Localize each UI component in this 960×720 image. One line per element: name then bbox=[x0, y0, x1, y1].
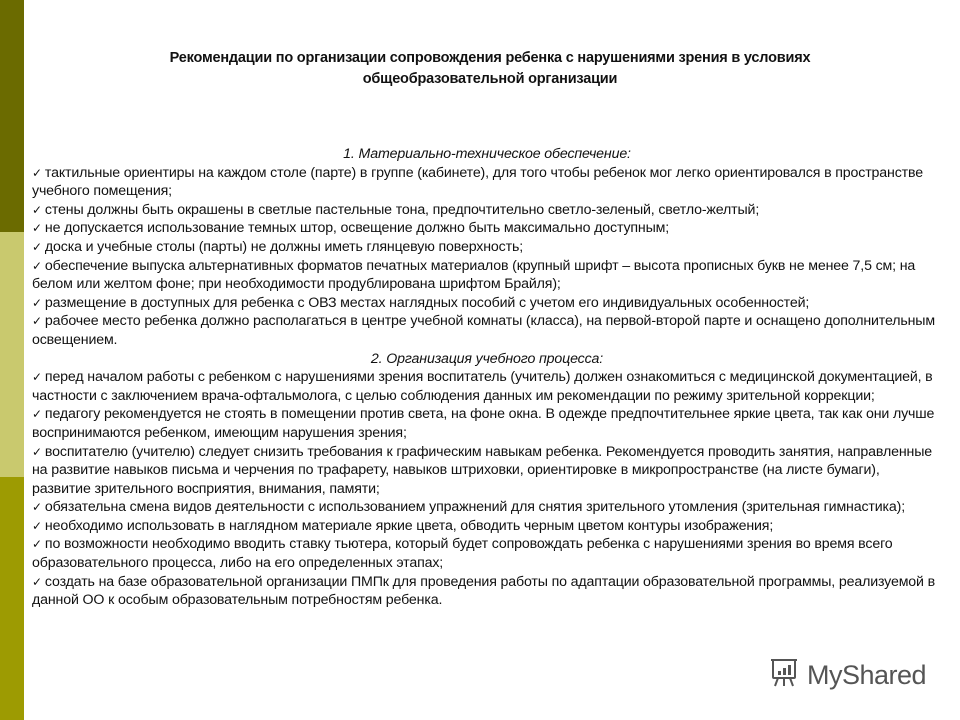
checkmark-icon: ✓ bbox=[32, 444, 42, 459]
checkmark-icon: ✓ bbox=[32, 370, 42, 385]
checkmark-icon: ✓ bbox=[32, 407, 42, 422]
checkmark-icon: ✓ bbox=[32, 258, 42, 273]
list-item: ✓ педагогу рекомендуется не стоять в помещении против света, на фоне окна. В одежде предпочтительнее яркие цвета, так как они лучше воспринимаются ребенком, имеющим нарушения зрения; bbox=[32, 406, 935, 441]
section-heading: 2. Организация учебного процесса: bbox=[370, 350, 604, 367]
list-item: ✓ тактильные ориентиры на каждом столе (парте) в группе (кабинете), для того чтобы ребенок мог легко ориентировался в пространстве учебного помещения; bbox=[32, 164, 923, 200]
decorative-sidebar bbox=[0, 0, 24, 720]
list-item: ✓ размещение в доступных для ребенка с ОВЗ местах наглядных пособий с учетом его индивидуальных особенностей; bbox=[32, 294, 810, 311]
document-body bbox=[32, 145, 942, 610]
section-heading: 1. Материально-техническое обеспечение: bbox=[343, 146, 631, 162]
section-material bbox=[32, 145, 942, 350]
page-title bbox=[60, 48, 920, 90]
watermark-logo bbox=[767, 655, 926, 695]
sidebar-band-olive bbox=[0, 477, 24, 720]
checkmark-icon: ✓ bbox=[32, 295, 42, 310]
list-item: ✓ воспитателю (учителю) следует снизить требования к графическим навыкам ребенка. Рекомендуется проводить занятия, направленные на развитие навыков письма и черчения по трафарету, навыков штриховки, ориентировке в микропространстве (на листе бумаги), развитие зрительного восприятия, внимания, памяти; bbox=[32, 443, 932, 497]
list-item: ✓ обеспечение выпуска альтернативных форматов печатных материалов (крупный шрифт – высота прописных букв не менее 7,5 см; на белом или желтом фоне; при необходимости продублирована шрифтом Брайля); bbox=[32, 257, 916, 293]
list-item: ✓ перед началом работы с ребенком с нарушениями зрения воспитатель (учитель) должен ознакомиться с медицинской документацией, в частности с заключением врача-офтальмолога, с целью соблюдения данных им рекомендации по режиму зрительной коррекции; bbox=[32, 369, 933, 404]
checkmark-icon: ✓ bbox=[32, 202, 42, 217]
checkmark-icon: ✓ bbox=[32, 574, 42, 589]
title-line-2: общеобразовательной организации bbox=[362, 71, 618, 87]
list-item: ✓ по возможности необходимо вводить ставку тьютера, который будет сопровождать ребенка с нарушениями зрения во время всего образовательного процесса, либо на его определенных этапах; bbox=[32, 536, 893, 572]
checkmark-icon: ✓ bbox=[32, 221, 42, 236]
sidebar-band-dark bbox=[0, 0, 24, 232]
list-item: ✓ доска и учебные столы (парты) не должны иметь глянцевую поверхность; bbox=[32, 238, 523, 255]
checkmark-icon: ✓ bbox=[32, 518, 42, 533]
list-item: ✓ стены должны быть окрашены в светлые пастельные тона, предпочтительно светло-зеленый, светло-желтый; bbox=[32, 201, 760, 218]
watermark-text: MyShared bbox=[807, 659, 927, 690]
presentation-board-icon bbox=[767, 656, 801, 695]
list-item: ✓ рабочее место ребенка должно располагаться в центре учебной комнаты (класса), на первой-второй парте и оснащено дополнительным освещением. bbox=[32, 313, 935, 348]
list-item: ✓ не допускается использование темных штор, освещение должно быть максимально доступным; bbox=[32, 220, 670, 237]
list-item: ✓ необходимо использовать в наглядном материале яркие цвета, обводить черным цветом контуры изображения; bbox=[32, 517, 774, 534]
list-item: ✓ обязательна смена видов деятельности с использованием упражнений для снятия зрительного утомления (зрительная гимнастика); bbox=[32, 499, 906, 516]
checkmark-icon: ✓ bbox=[32, 165, 42, 180]
checkmark-icon: ✓ bbox=[32, 537, 42, 552]
section-process bbox=[32, 350, 942, 610]
checkmark-icon: ✓ bbox=[32, 239, 42, 254]
list-item: ✓ создать на базе образовательной организации ПМПк для проведения работы по адаптации образовательной программы, реализуемой в данной ОО к особым образовательным потребностям ребенка. bbox=[32, 573, 935, 609]
checkmark-icon: ✓ bbox=[32, 500, 42, 515]
sidebar-band-light bbox=[0, 232, 24, 477]
title-line-1: Рекомендации по организации сопровождения ребенка с нарушениями зрения в условиях bbox=[169, 50, 811, 66]
checkmark-icon: ✓ bbox=[32, 314, 42, 329]
